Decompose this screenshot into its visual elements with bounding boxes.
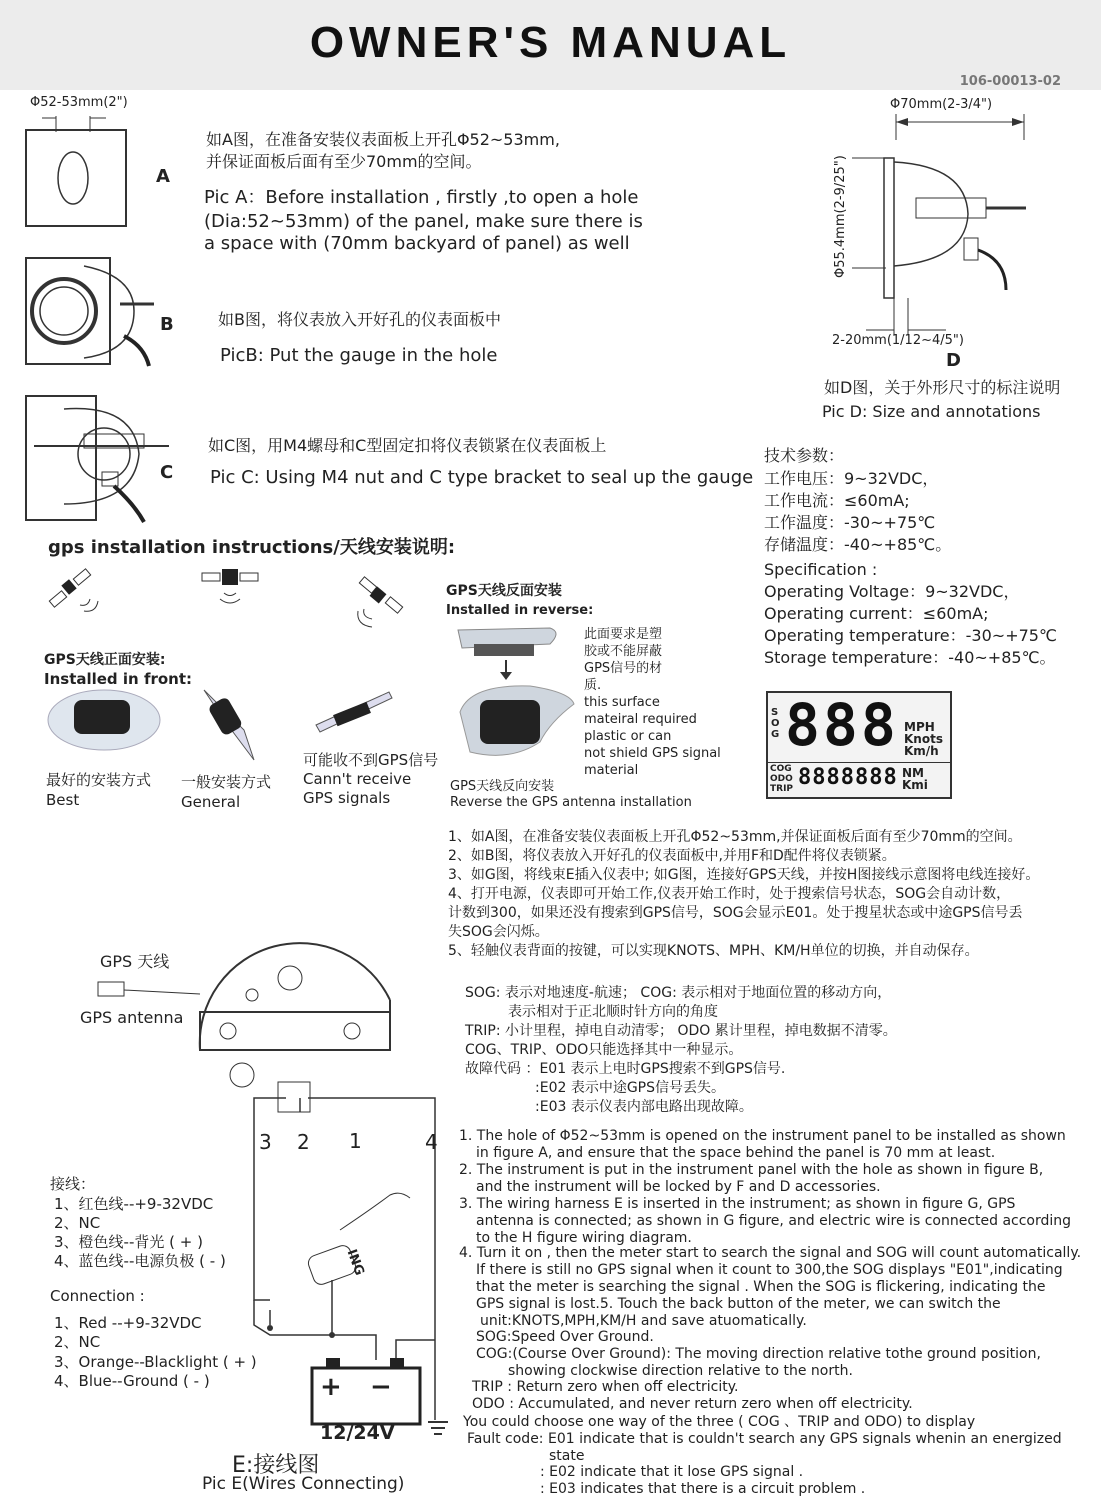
wiring-cn-2: 2、NC xyxy=(54,1214,101,1232)
step-cn-1: 1、如A图，在准备安装仪表面板上开孔Φ52~53mm,并保证面板后面有至少70mm的空间。 xyxy=(448,829,1022,845)
best-cn: 最好的安装方式 xyxy=(46,771,152,789)
fault-e01-state: state xyxy=(549,1448,585,1464)
spec-en-temp: Operating temperature：-30~+75℃ xyxy=(764,626,1057,645)
wiring-caption-cn: E:接线图 xyxy=(232,1453,320,1478)
wiring-cn-3: 3、橙色线--背光 ( + ) xyxy=(54,1233,203,1251)
step-cn-2: 2、如B图，将仪表放入开好孔的仪表面板中,并用F和D配件将仪表锁紧。 xyxy=(448,848,896,864)
pic-c-illustration xyxy=(24,394,174,524)
lcd-unit-kmh: Km/h xyxy=(904,744,939,758)
pin-2: 2 xyxy=(297,1130,310,1154)
pic-d-bottom-dimension: 2-20mm(1/12~4/5") xyxy=(832,333,964,348)
pic-d-illustration xyxy=(846,110,1036,340)
no-signal-en-2: GPS signals xyxy=(303,789,391,807)
spec-cn-temp: 工作温度：-30~+75℃ xyxy=(764,513,936,532)
step-cn-4b: 计数到300，如果还没有搜索到GPS信号，SOG会显示E01。处于搜星状态或中途GPS信号丢 xyxy=(448,905,1023,921)
pic-c-cn: 如C图，用M4螺母和C型固定扣将仪表锁紧在仪表面板上 xyxy=(208,436,607,455)
page-title: OWNER'S MANUAL xyxy=(309,18,792,67)
fault-e01-en: Fault code: E01 indicate that is couldn't search any GPS signals whenin an energized xyxy=(467,1431,1062,1447)
pic-c-en: Pic C: Using M4 nut and C type bracket to seal up the gauge xyxy=(210,467,754,488)
note-e03-cn: :E03 表示仪表内部电路出现故障。 xyxy=(535,1099,753,1115)
step-en-4b: If there is still no GPS signal when it count to 300,the SOG displays "E01",indicating xyxy=(476,1262,1063,1278)
battery-voltage: 12/24V xyxy=(320,1422,395,1444)
lcd-unit-mph: MPH xyxy=(904,720,935,734)
pic-b-cn: 如B图，将仪表放入开好孔的仪表面板中 xyxy=(218,310,501,329)
note-cn-1: 此面要求是塑 xyxy=(584,627,663,642)
lcd-side-cog: COG xyxy=(770,764,792,774)
lcd-sog-digits: 888 xyxy=(785,691,899,759)
best-en: Best xyxy=(46,791,80,809)
pic-a-letter: A xyxy=(156,166,170,187)
step-cn-4c: 失SOG会闪烁。 xyxy=(448,924,549,940)
step-en-cog-b: showing clockwise direction relative to the north. xyxy=(508,1363,853,1379)
general-cn: 一般安装方式 xyxy=(181,773,272,791)
note-en-4: not shield GPS signal xyxy=(584,746,721,761)
gps-reverse-en: Installed in reverse: xyxy=(446,603,594,618)
pic-d-cn: 如D图，关于外形尺寸的标注说明 xyxy=(824,378,1061,397)
gps-front-en: Installed in front: xyxy=(44,670,193,688)
spec-en-current: Operating current：≤60mA; xyxy=(764,604,989,623)
step-cn-5: 5、轻触仪表背面的按键，可以实现KNOTS、MPH、KM/H单位的切换，并自动保存。 xyxy=(448,943,979,959)
ignition-label: ING xyxy=(343,1247,367,1278)
pic-b-illustration xyxy=(24,256,164,371)
spec-cn-current: 工作电流：≤60mA; xyxy=(764,491,910,510)
step-en-3c: to the H figure wiring diagram. xyxy=(476,1230,692,1246)
step-en-4d: GPS signal is lost.5. Touch the back button of the meter, we can switch the xyxy=(476,1296,1001,1312)
lcd-odo-digits: 8888888 xyxy=(798,765,898,790)
pic-a-cn-1: 如A图，在准备安装仪表面板上开孔Φ52~53mm, xyxy=(206,130,560,149)
antenna-label-cn: GPS 天线 xyxy=(100,952,170,971)
lcd-unit-knots: Knots xyxy=(904,732,943,746)
lcd-side-g: G xyxy=(771,729,780,740)
wiring-en-title: Connection : xyxy=(50,1287,145,1305)
fault-e03-en: : E03 indicates that there is a circuit problem . xyxy=(540,1481,866,1497)
pic-b-en: PicB: Put the gauge in the hole xyxy=(220,345,498,366)
gps-reverse-cn: GPS天线反面安装 xyxy=(446,583,562,599)
gps-heading: gps installation instructions/天线安装说明: xyxy=(48,537,456,558)
wiring-en-4: 4、Blue--Ground ( - ) xyxy=(54,1372,210,1390)
satellite-icon xyxy=(49,569,98,611)
pic-d-letter: D xyxy=(946,350,961,371)
fault-e02-en: : E02 indicate that it lose GPS signal . xyxy=(540,1464,804,1480)
battery-plus: + xyxy=(320,1372,342,1402)
reverse-mount-illustration xyxy=(450,622,580,782)
antenna-label-en: GPS antenna xyxy=(80,1008,184,1027)
spec-cn-voltage: 工作电压：9~32VDC， xyxy=(764,469,939,488)
note-en-1: this surface xyxy=(584,695,660,710)
reverse-caption-en: Reverse the GPS antenna installation xyxy=(450,795,692,810)
step-en-2b: and the instrument will be locked by F and D accessories. xyxy=(476,1179,881,1195)
spec-en-title: Specification : xyxy=(764,560,878,579)
pic-b-letter: B xyxy=(160,314,174,335)
no-signal-en-1: Cann't receive xyxy=(303,770,412,788)
pic-a-cn-2: 并保证面板后面有至少70mm的空间。 xyxy=(206,152,482,171)
reverse-caption-cn: GPS天线反向安装 xyxy=(450,779,555,794)
pic-a-en-2: (Dia:52~53mm) of the panel, make sure there is xyxy=(204,211,643,232)
note-en-3: plastic or can xyxy=(584,729,672,744)
spec-cn-title: 技术参数： xyxy=(764,446,845,465)
step-en-2: 2. The instrument is put in the instrument panel with the hole as shown in figure B, xyxy=(459,1162,1044,1178)
lcd-unit-nm: NM xyxy=(902,766,924,780)
document-code: 106-00013-02 xyxy=(959,74,1061,89)
wiring-caption-en: Pic E(Wires Connecting) xyxy=(202,1474,405,1494)
wiring-cn-1: 1、红色线--+9-32VDC xyxy=(54,1195,214,1213)
pic-a-en-3: a space with (70mm backyard of panel) as well xyxy=(204,233,630,254)
note-e01-cn: 故障代码 ：E01 表示上电时GPS搜索不到GPS信号. xyxy=(465,1061,786,1077)
step-en-1: 1. The hole of Φ52~53mm is opened on the instrument panel to be installed as shown xyxy=(459,1128,1066,1144)
note-cn-2: 胶或不能屏蔽 xyxy=(584,644,663,659)
spec-en-voltage: Operating Voltage：9~32VDC， xyxy=(764,582,1020,601)
spec-en-storage: Storage temperature：-40~+85℃。 xyxy=(764,648,1056,667)
pic-d-top-dimension: Φ70mm(2-3/4") xyxy=(890,97,993,112)
pic-d-side-dimension: Φ55.4mm(2-9/25") xyxy=(833,155,848,278)
step-en-3: 3. The wiring harness E is inserted in the instrument; as shown in figure G, GPS xyxy=(459,1196,1016,1212)
step-en-choose: You could choose one way of the three ( COG 、TRIP and ODO) to display xyxy=(463,1414,976,1430)
note-trip-cn: TRIP: 小计里程，掉电自动清零； ODO 累计里程，掉电数据不清零。 xyxy=(465,1023,897,1039)
wiring-en-3: 3、Orange--Blacklight ( + ) xyxy=(54,1353,257,1371)
lcd-side-trip: TRIP xyxy=(770,784,794,794)
lcd-unit-kmi: Kmi xyxy=(902,778,928,792)
pin-3: 3 xyxy=(259,1130,272,1154)
note-cn-4: 质. xyxy=(584,678,602,693)
step-en-unit: unit:KNOTS,MPH,KM/H and save atuomatically. xyxy=(480,1313,807,1329)
step-en-4c: that the meter is searching the signal . When the SOG is flickering, indicating the xyxy=(476,1279,1046,1295)
lcd-side-odo: ODO xyxy=(770,774,793,784)
step-en-1b: in figure A, and ensure that the space behind the panel is 70 mm at least. xyxy=(476,1145,996,1161)
note-choose-cn: COG、TRIP、ODO只能选择其中一种显示。 xyxy=(465,1042,743,1058)
step-en-trip: TRIP : Return zero when off electricity. xyxy=(472,1379,739,1395)
wiring-cn-4: 4、蓝色线--电源负极 ( - ) xyxy=(54,1252,226,1270)
wiring-en-1: 1、Red --+9-32VDC xyxy=(54,1314,202,1332)
note-cog-cn: 表示相对于正北顺时针方向的角度 xyxy=(508,1004,718,1020)
note-sog-cn: SOG: 表示对地速度-航速； COG: 表示相对于地面位置的移动方向， xyxy=(465,985,892,1001)
step-en-3b: antenna is connected; as shown in G figure, and electric wire is connected according xyxy=(476,1213,1072,1229)
general-en: General xyxy=(181,793,241,811)
pic-a-en-1: Pic A：Before installation , firstly ,to open a hole xyxy=(204,187,639,208)
step-en-sog: SOG:Speed Over Ground. xyxy=(476,1329,654,1345)
step-en-odo: ODO : Accumulated, and never return zero when off electricity. xyxy=(472,1396,913,1412)
note-e02-cn: :E02 表示中途GPS信号丢失。 xyxy=(535,1080,726,1096)
pic-a-illustration xyxy=(26,110,136,230)
pic-d-en: Pic D: Size and annotations xyxy=(822,402,1041,421)
lcd-divider xyxy=(768,762,950,763)
step-cn-3: 3、如G图，将线束E插入仪表中; 如G图，连接好GPS天线，并按H图接线示意图将电线连接好。 xyxy=(448,867,1040,883)
pin-1: 1 xyxy=(349,1129,362,1153)
pic-c-letter: C xyxy=(160,462,174,483)
step-en-4: 4. Turn it on , then the meter start to search the signal and SOG will count automatically. xyxy=(459,1245,1082,1261)
wiring-en-2: 2、NC xyxy=(54,1333,101,1351)
battery-minus: − xyxy=(370,1372,392,1402)
gps-front-cn: GPS天线正面安装: xyxy=(44,652,166,668)
note-en-2: mateiral required xyxy=(584,712,697,727)
wiring-cn-title: 接线： xyxy=(50,1175,96,1193)
step-cn-4: 4、打开电源，仪表即可开始工作,仪表开始工作时，处于搜索信号状态，SOG会自动计数， xyxy=(448,886,1011,902)
satellite-icon xyxy=(358,577,403,627)
lcd-side-o: O xyxy=(771,718,780,729)
satellite-icon xyxy=(202,569,258,603)
note-cn-3: GPS信号的材 xyxy=(584,661,663,676)
spec-cn-storage: 存储温度：-40~+85℃。 xyxy=(764,535,952,554)
note-en-5: material xyxy=(584,763,639,778)
pin-4: 4 xyxy=(425,1130,438,1154)
satellite-icons xyxy=(40,565,420,635)
no-signal-cn: 可能收不到GPS信号 xyxy=(303,751,439,769)
pic-a-dimension: Φ52-53mm(2") xyxy=(30,95,128,110)
lcd-display xyxy=(766,691,952,799)
step-en-cog: COG:(Course Over Ground): The moving direction relative tothe ground position, xyxy=(476,1346,1041,1362)
lcd-side-s: S xyxy=(771,707,779,718)
